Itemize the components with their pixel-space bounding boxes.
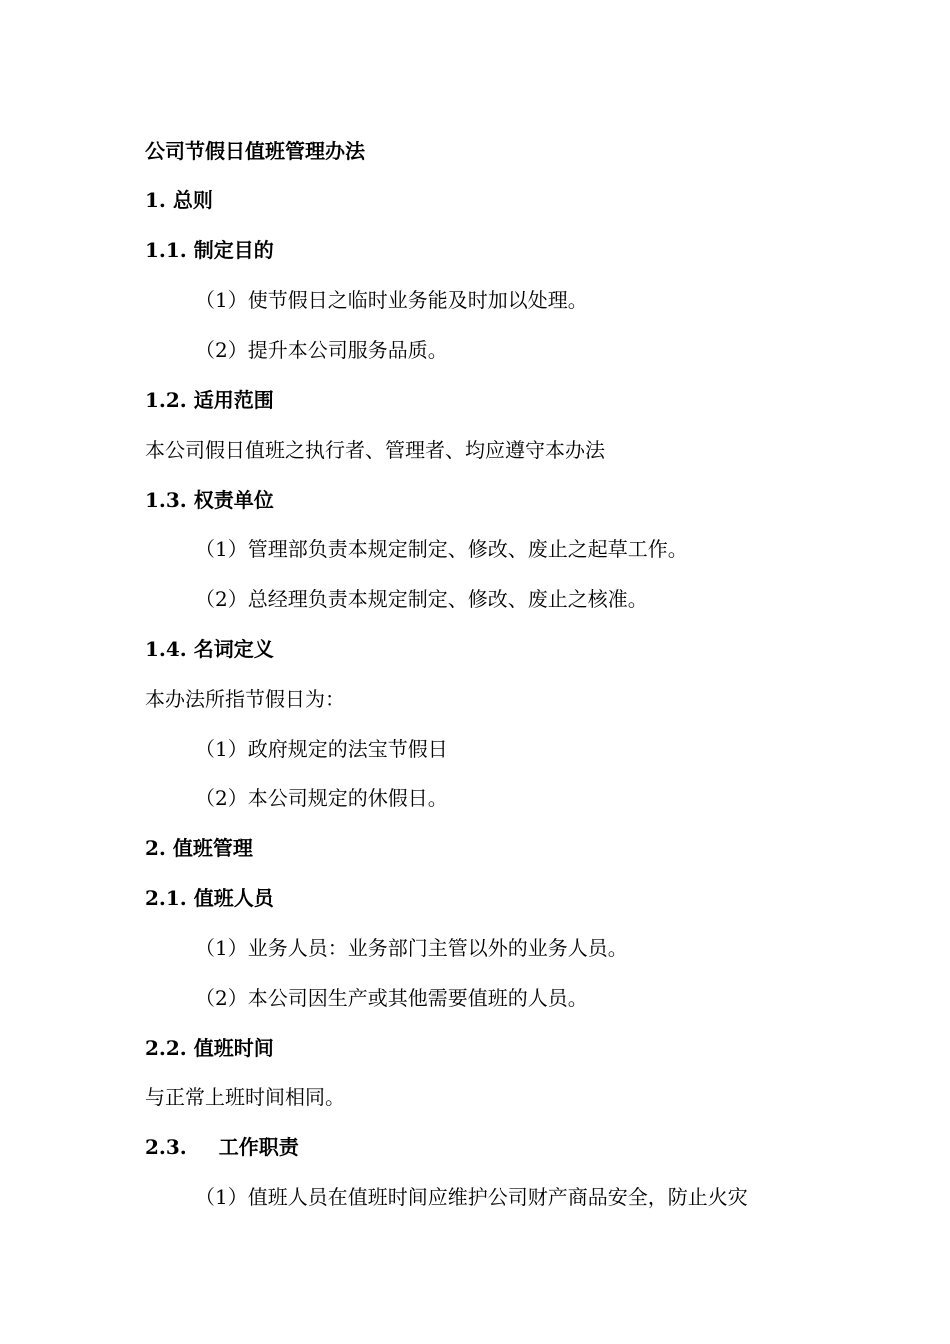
list-item: （2）本公司因生产或其他需要值班的人员。 — [195, 986, 588, 1010]
document-title: 公司节假日值班管理办法 — [145, 139, 365, 163]
subsection-heading: 1.2. 适用范围 — [145, 388, 274, 412]
body-paragraph: 与正常上班时间相同。 — [145, 1085, 345, 1109]
section-heading: 2. 值班管理 — [145, 836, 253, 860]
subsection-heading: 2.2. 值班时间 — [145, 1036, 274, 1060]
subsection-title: 工作职责 — [218, 1135, 299, 1159]
list-item: （1）业务人员：业务部门主管以外的业务人员。 — [195, 936, 628, 960]
subsection-heading: 2.1. 值班人员 — [145, 886, 274, 910]
body-paragraph: 本办法所指节假日为： — [145, 687, 345, 711]
list-item: （2）提升本公司服务品质。 — [195, 338, 448, 362]
subsection-heading — [145, 1133, 299, 1161]
list-item: （1）政府规定的法宝节假日 — [195, 737, 448, 761]
list-item: （2）总经理负责本规定制定、修改、废止之核准。 — [195, 587, 648, 611]
list-item: （1）管理部负责本规定制定、修改、废止之起草工作。 — [195, 537, 688, 561]
subsection-heading: 1.3. 权责单位 — [145, 488, 274, 512]
list-item: （2）本公司规定的休假日。 — [195, 786, 448, 810]
list-item: （1）使节假日之临时业务能及时加以处理。 — [195, 288, 588, 312]
subsection-heading: 1.1. 制定目的 — [145, 238, 274, 262]
body-paragraph: 本公司假日值班之执行者、管理者、均应遵守本办法 — [145, 438, 605, 462]
list-item: （1）值班人员在值班时间应维护公司财产商品安全，防止火灾 — [195, 1185, 748, 1209]
subsection-heading: 1.4. 名词定义 — [145, 637, 274, 661]
subsection-number: 2.3. — [145, 1135, 187, 1159]
section-heading: 1. 总则 — [145, 188, 213, 212]
